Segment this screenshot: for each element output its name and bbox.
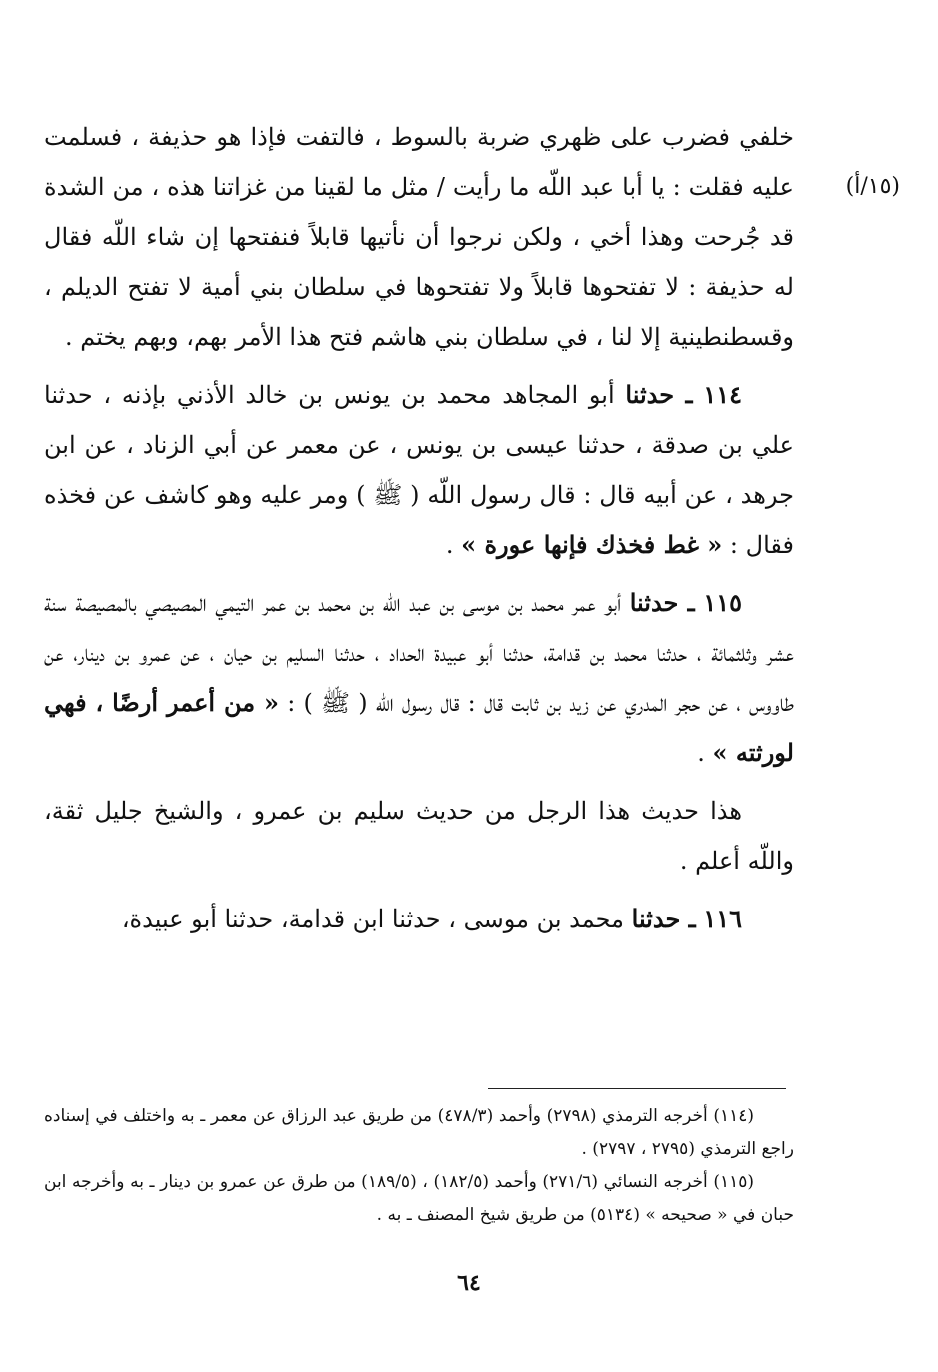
margin-folio-reference: (١٥/أ): [845, 174, 900, 199]
hadith-text: محمد بن موسى ، حدثنا ابن قدامة، حدثنا أبو عبيدة،: [121, 905, 624, 933]
footnotes-block: [44, 1100, 794, 1232]
hadith-end: .: [445, 531, 454, 559]
hadith-text: أبو المجاهد محمد بن يونس بن خالد الأذني بإذنه ، حدثنا علي بن صدقة ، حدثنا عيسى بن يونس ، عن معمر عن أبي الزناد ، عن ابن جرهد ، عن أبيه قال : قال رسول اللّه ( ﷺ ) ومر عليه وهو كاشف عن فخذه فقال :: [44, 381, 794, 559]
paragraph-text: هذا حديث هذا الرجل من حديث سليم بن عمرو ، والشيخ جليل ثقة، واللّه أعلم .: [44, 797, 794, 875]
footnote-divider: [488, 1088, 786, 1089]
hadith-number: ١١٤: [703, 380, 742, 409]
hadith-end: .: [697, 739, 705, 767]
page-number: ٦٤: [457, 1270, 481, 1296]
hadith-quote: « من أعمر أرضًا ، فهي لورثته »: [44, 688, 794, 767]
hadith-text: أبو عمر محمد بن موسى بن عبد اللّه بن محمد بن عمر التيمي المصيصي بالمصيصة سنة عشر وثلثمائة ، حدثنا محمد بن قدامة، حدثنا أبو عبيدة الحداد ، حدثنا السليم بن حيان ، عن عمرو بن دينار، عن طاووس ، عن حجر المدري عن زيد بن ثابت قال : قال رسول اللّه ( ﷺ ) :: [44, 589, 794, 717]
hadith-114: [44, 370, 794, 570]
main-text-block: [44, 112, 794, 944]
footnote-114: (١١٤) أخرجه الترمذي (٢٧٩٨) وأحمد (٤٧٨/٣) من طريق عبد الرزاق عن معمر ـ به واختلف في إسناده راجع الترمذي (٢٧٩٥ ، ٢٧٩٧) .: [44, 1106, 794, 1159]
hadith-115: [44, 578, 794, 778]
commentary-paragraph: [44, 786, 794, 886]
hadith-number: ١١٦: [703, 904, 742, 933]
hadith-keyword: ـ حدثنا: [629, 588, 695, 617]
hadith-116: [44, 894, 794, 944]
footnote-115: (١١٥) أخرجه النسائي (٢٧١/٦) وأحمد (١٨٢/٥) ، (١٨٩/٥) من طرق عن عمرو بن دينار ـ به وأخرجه ابن حبان في « صحيحه » (٥١٣٤) من طريق شيخ المصنف ـ به .: [44, 1172, 794, 1225]
hadith-keyword: ـ حدثنا: [631, 904, 696, 933]
hadith-quote: « غط فخذك فإنها عورة »: [461, 530, 723, 559]
paragraph-continuation: [44, 112, 794, 362]
hadith-keyword: ـ حدثنا: [625, 380, 693, 409]
paragraph-text: خلفي فضرب على ظهري ضربة بالسوط ، فالتفت فإذا هو حذيفة ، فسلمت عليه فقلت : يا أبا عبد اللّه ما رأيت / مثل ما لقينا من غزاتنا هذه ، من الشدة قد جُرحت وهذا أخي ، ولكن نرجوا أن نأتيها قابلاً فنفتحها إن شاء اللّه فقال له حذيفة : لا تفتحوها قابلاً ولا تفتحوها في سلطان بني أمية لا تفتح الديلم ، وقسطنطينية إلا لنا ، في سلطان بني هاشم فتح هذا الأمر بهم، وبهم يختم .: [44, 123, 794, 351]
hadith-number: ١١٥: [703, 588, 742, 617]
